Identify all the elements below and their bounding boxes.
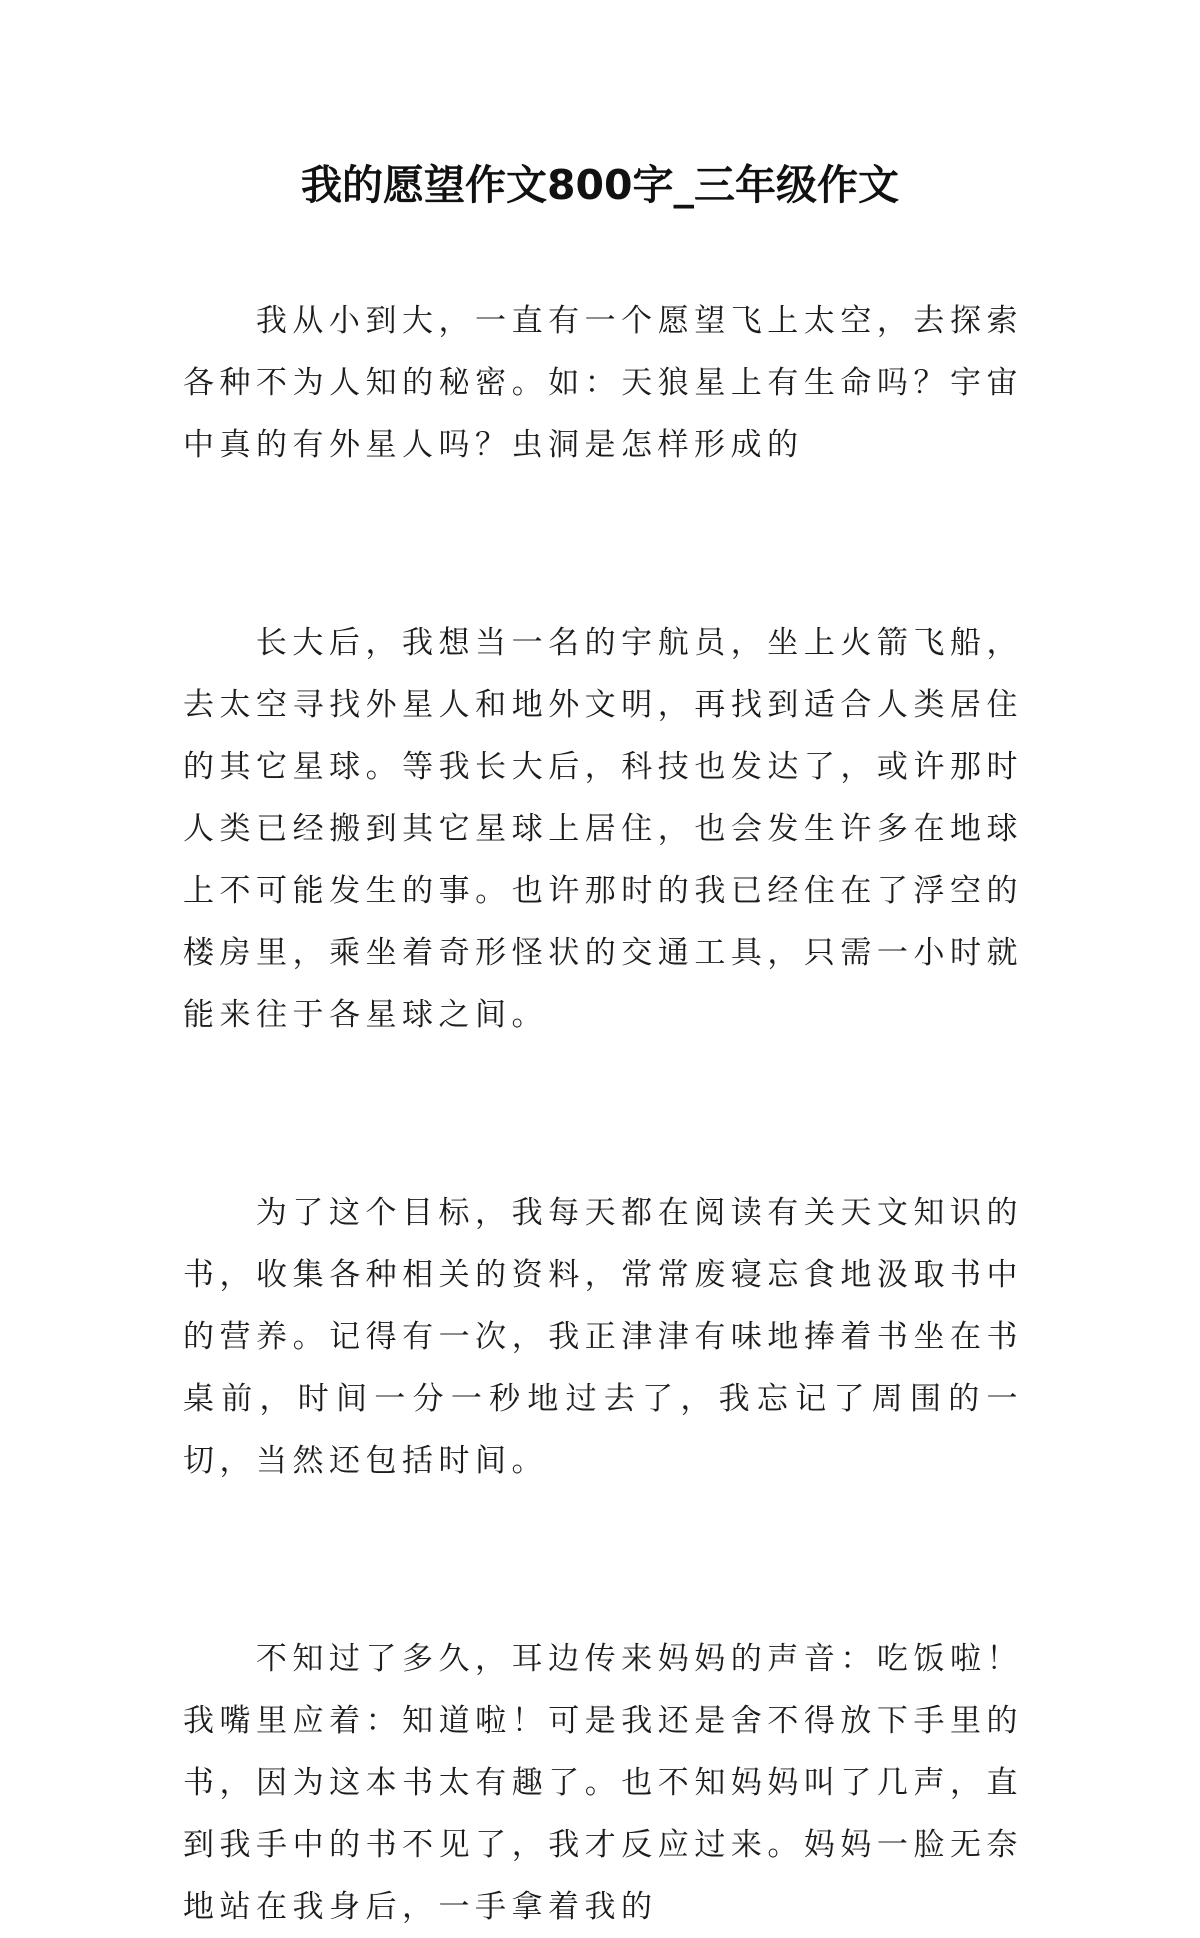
paragraph-4: 不知过了多久，耳边传来妈妈的声音：吃饭啦！我嘴里应着：知道啦！可是我还是舍不得放下手里的书，因为这本书太有趣了。也不知妈妈叫了几声，直到我手中的书不见了，我才反应过来。妈妈一脸无奈地站在我身后，一手拿着我的 (183, 1641, 1023, 1925)
document-title: 我的愿望作文800字_三年级作文 (300, 161, 900, 209)
paragraph-2: 长大后，我想当一名的宇航员，坐上火箭飞船，去太空寻找外星人和地外文明，再找到适合人类居住的其它星球。等我长大后，科技也发达了，或许那时人类已经搬到其它星球上居住，也会发生许多在地球上不可能发生的事。也许那时的我已经住在了浮空的楼房里，乘坐着奇形怪状的交通工具，只需一小时就能来往于各星球之间。 (183, 625, 1023, 1033)
document-body (183, 290, 1023, 1938)
paragraph-3: 为了这个目标，我每天都在阅读有关天文知识的书，收集各种相关的资料，常常废寝忘食地汲取书中的营养。记得有一次，我正津津有味地捧着书坐在书桌前，时间一分一秒地过去了，我忘记了周围的一切，当然还包括时间。 (183, 1195, 1023, 1479)
paragraph-1: 我从小到大，一直有一个愿望飞上太空，去探索各种不为人知的秘密。如：天狼星上有生命吗？宇宙中真的有外星人吗？虫洞是怎样形成的 (183, 303, 1023, 463)
